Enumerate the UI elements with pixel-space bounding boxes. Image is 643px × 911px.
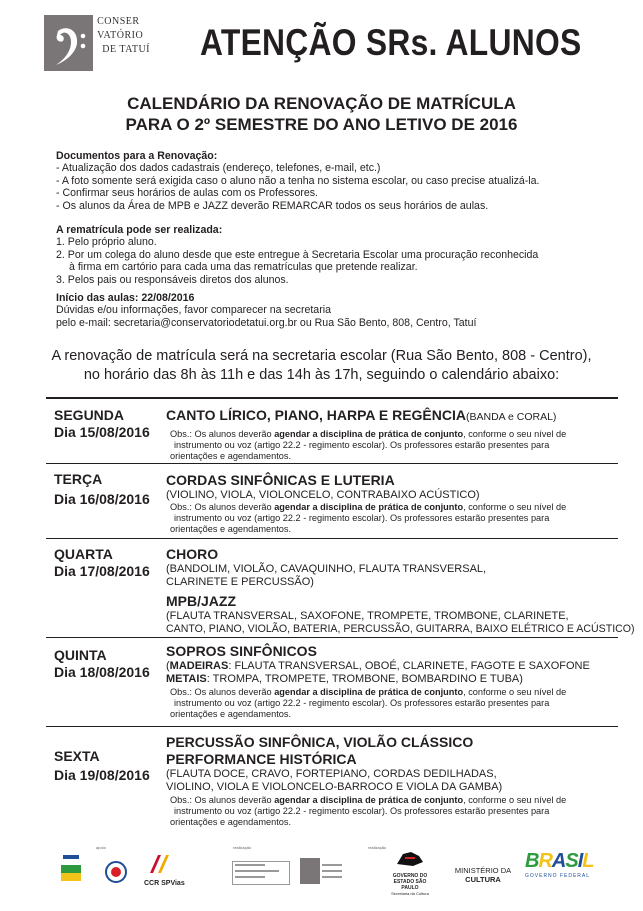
day-date: Dia 17/08/2016 [54, 563, 150, 579]
who-item: à firma em cartório para cada uma das rematrículas que pretende realizar. [69, 261, 418, 274]
realizacao-label: realização [368, 845, 387, 850]
course-title: SOPROS SINFÔNICOS [166, 643, 317, 659]
title-line: CALENDÁRIO DA RENOVAÇÃO DE MATRÍCULA [127, 94, 516, 113]
course-wednesday [166, 546, 635, 636]
obs-note: Obs.: Os alunos deverão agendar a disciplina de prática de conjunto, conforme o seu nível de instrumento ou voz (artigo 22.2 - regimento escolar). Os professores estarão presentes para orientações e agendamentos. [170, 686, 567, 719]
who-item: 3. Pelos pais ou responsáveis diretos dos alunos. [56, 273, 289, 286]
course-friday [166, 734, 628, 828]
intro-text [0, 347, 643, 385]
who-item: 1. Pelo próprio aluno. [56, 236, 157, 249]
obs-note: Obs.: Os alunos deverão agendar a disciplina de prática de conjunto, conforme o seu nível de instrumento ou voz (artigo 22.2 - regimento escolar). Os professores estarão presentes para orientações e agendamentos. [170, 502, 567, 535]
divider [46, 726, 618, 727]
course-detail: METAIS: TROMPA, TROMPETE, TROMBONE, BOMBARDINO E TUBA) [166, 673, 523, 686]
bass-clef-icon [300, 858, 320, 884]
sp-map-icon [395, 850, 425, 868]
course-detail: VIOLINO, VIOLA E VIOLONCELO-BARROCO E VIOLA DA GAMBA) [166, 781, 503, 794]
divider [46, 463, 618, 464]
obs-note: Obs.: Os alunos deverão agendar a disciplina de prática de conjunto, conforme o seu nível de instrumento ou voz (artigo 22.2 - regimento escolar). Os professores estarão presentes para orientações e agendamentos. [170, 429, 567, 461]
abc-logo-icon [105, 858, 127, 884]
course-detail: CLARINETE E PERCUSSÃO) [166, 576, 314, 589]
documents-item: - Confirmar seus horários de aulas com os Professores. [56, 187, 319, 200]
documents-item: - A foto somente será exigida caso o aluno não a tenha no sistema escolar, ou caso precise atualizá-la. [56, 174, 540, 187]
divider [46, 397, 618, 399]
bass-clef-icon [44, 15, 93, 71]
course-detail: (MADEIRAS: FLAUTA TRANSVERSAL, OBOÉ, CLARINETE, FAGOTE E SAXOFONE [166, 660, 590, 672]
info-block [56, 150, 626, 329]
day-name: QUINTA [54, 647, 107, 663]
start-date: Início das aulas: 22/08/2016 [56, 292, 195, 305]
divider [46, 538, 618, 539]
brasil-logo [525, 850, 593, 890]
logo-line: CONSER [97, 16, 140, 27]
day-date: Dia 15/08/2016 [54, 424, 150, 440]
day-date: Dia 19/08/2016 [54, 767, 150, 783]
title-line: PARA O 2º SEMESTRE DO ANO LETIVO DE 2016 [125, 115, 518, 134]
course-detail: (FLAUTA DOCE, CRAVO, FORTEPIANO, CORDAS DEDILHADAS, [166, 768, 497, 780]
day-monday [54, 407, 150, 441]
documents-item: - Atualização dos dados cadastrais (endereço, telefones, e-mail, etc.) [56, 162, 381, 175]
ccr-logo [144, 853, 184, 889]
realizacao-label: realização [233, 845, 252, 850]
conservatory-mini-logo-1 [232, 861, 290, 885]
documents-item: - Os alunos da Área de MPB e JAZZ deverão REMARCAR todos os seus horários de aulas. [56, 199, 489, 212]
course-title: PERFORMANCE HISTÓRICA [166, 751, 357, 767]
day-date: Dia 18/08/2016 [54, 664, 150, 680]
contact-line: Dúvidas e/ou informações, favor comparecer na secretaria [56, 304, 331, 317]
conservatory-logo [44, 15, 150, 71]
sp-gov-label: GOVERNO DO ESTADO SÃO PAULO [392, 873, 428, 891]
day-name: SEXTA [54, 748, 100, 764]
page-title [0, 93, 643, 135]
course-title: CHORO [166, 546, 219, 562]
day-name: QUARTA [54, 546, 113, 562]
course-title-suffix: (BANDA e CORAL) [465, 411, 557, 423]
course-detail: (FLAUTA TRANSVERSAL, SAXOFONE, TROMPETE, TROMBONE, CLARINETE, [166, 609, 569, 622]
intro-line: A renovação de matrícula será na secretaria escolar (Rua São Bento, 808 - Centro), [51, 348, 592, 364]
ccr-mark-icon [144, 853, 184, 875]
logo-line: DE TATUÍ [102, 44, 150, 55]
course-thursday [166, 643, 628, 720]
ministerio-line2: CULTURA [465, 875, 501, 884]
brasil-sub: GOVERNO FEDERAL [525, 873, 591, 879]
intro-line: no horário das 8h às 11h e das 14h às 17h, seguindo o calendário abaixo: [83, 367, 560, 383]
day-name: TERÇA [54, 471, 103, 487]
course-title: MPB/JAZZ [166, 592, 236, 609]
day-tuesday [54, 471, 150, 508]
day-date: Dia 16/08/2016 [54, 491, 150, 507]
course-title: PERCUSSÃO SINFÔNICA, VIOLÃO CLÁSSICO [166, 734, 474, 750]
course-detail: (VIOLINO, VIOLA, VIOLONCELO, CONTRABAIXO ACÚSTICO) [166, 489, 480, 501]
sp-sec-label: Secretaria da Cultura [391, 891, 429, 896]
ministerio-line1: MINISTÉRIO DA [454, 866, 512, 875]
conservatory-mini-logo-2 [300, 858, 342, 884]
documents-heading: Documentos para a Renovação: [56, 150, 218, 162]
course-title: CORDAS SINFÔNICAS E LUTERIA [166, 472, 395, 488]
day-wednesday [54, 546, 150, 580]
day-friday [54, 748, 150, 784]
headline: ATENÇÃO SRs. ALUNOS [200, 22, 582, 63]
ministerio-logo [452, 866, 514, 884]
sponsor-logo-icon [60, 853, 82, 883]
logo-line: VATÓRIO [97, 30, 144, 41]
course-detail: CANTO, PIANO, VIOLÃO, BATERIA, PERCUSSÃO, GUITARRA, BAIXO ELÉTRICO E ACÚSTICO) [166, 622, 635, 635]
obs-note: Obs.: Os alunos deverão agendar a disciplina de prática de conjunto, conforme o seu nível de instrumento ou voz (artigo 22.2 - regimento escolar). Os professores estarão presentes para orientações e agendamentos. [170, 794, 567, 827]
logo-wordmark [93, 15, 150, 71]
course-title: CANTO LÍRICO, PIANO, HARPA E REGÊNCIA [166, 407, 466, 423]
who-item: 2. Por um colega do aluno desde que este entregue à Secretaria Escolar uma procuração reconhecida [56, 248, 539, 261]
divider [46, 637, 618, 638]
day-name: SEGUNDA [54, 407, 125, 423]
course-monday [166, 407, 628, 462]
brasil-wordmark: BRASIL [525, 850, 594, 872]
contact-line: pelo e-mail: secretaria@conservatoriodetatui.org.br ou Rua São Bento, 808, Centro, Tatuí [56, 316, 477, 329]
course-detail: (BANDOLIM, VIOLÃO, CAVAQUINHO, FLAUTA TRANSVERSAL, [166, 563, 487, 575]
apoio-label: apoio [96, 845, 106, 850]
who-heading: A rematrícula pode ser realizada: [56, 224, 223, 237]
sp-government-logo [385, 850, 435, 896]
course-tuesday [166, 472, 628, 535]
ccr-label: CCR SPVias [144, 880, 185, 887]
day-thursday [54, 647, 150, 681]
